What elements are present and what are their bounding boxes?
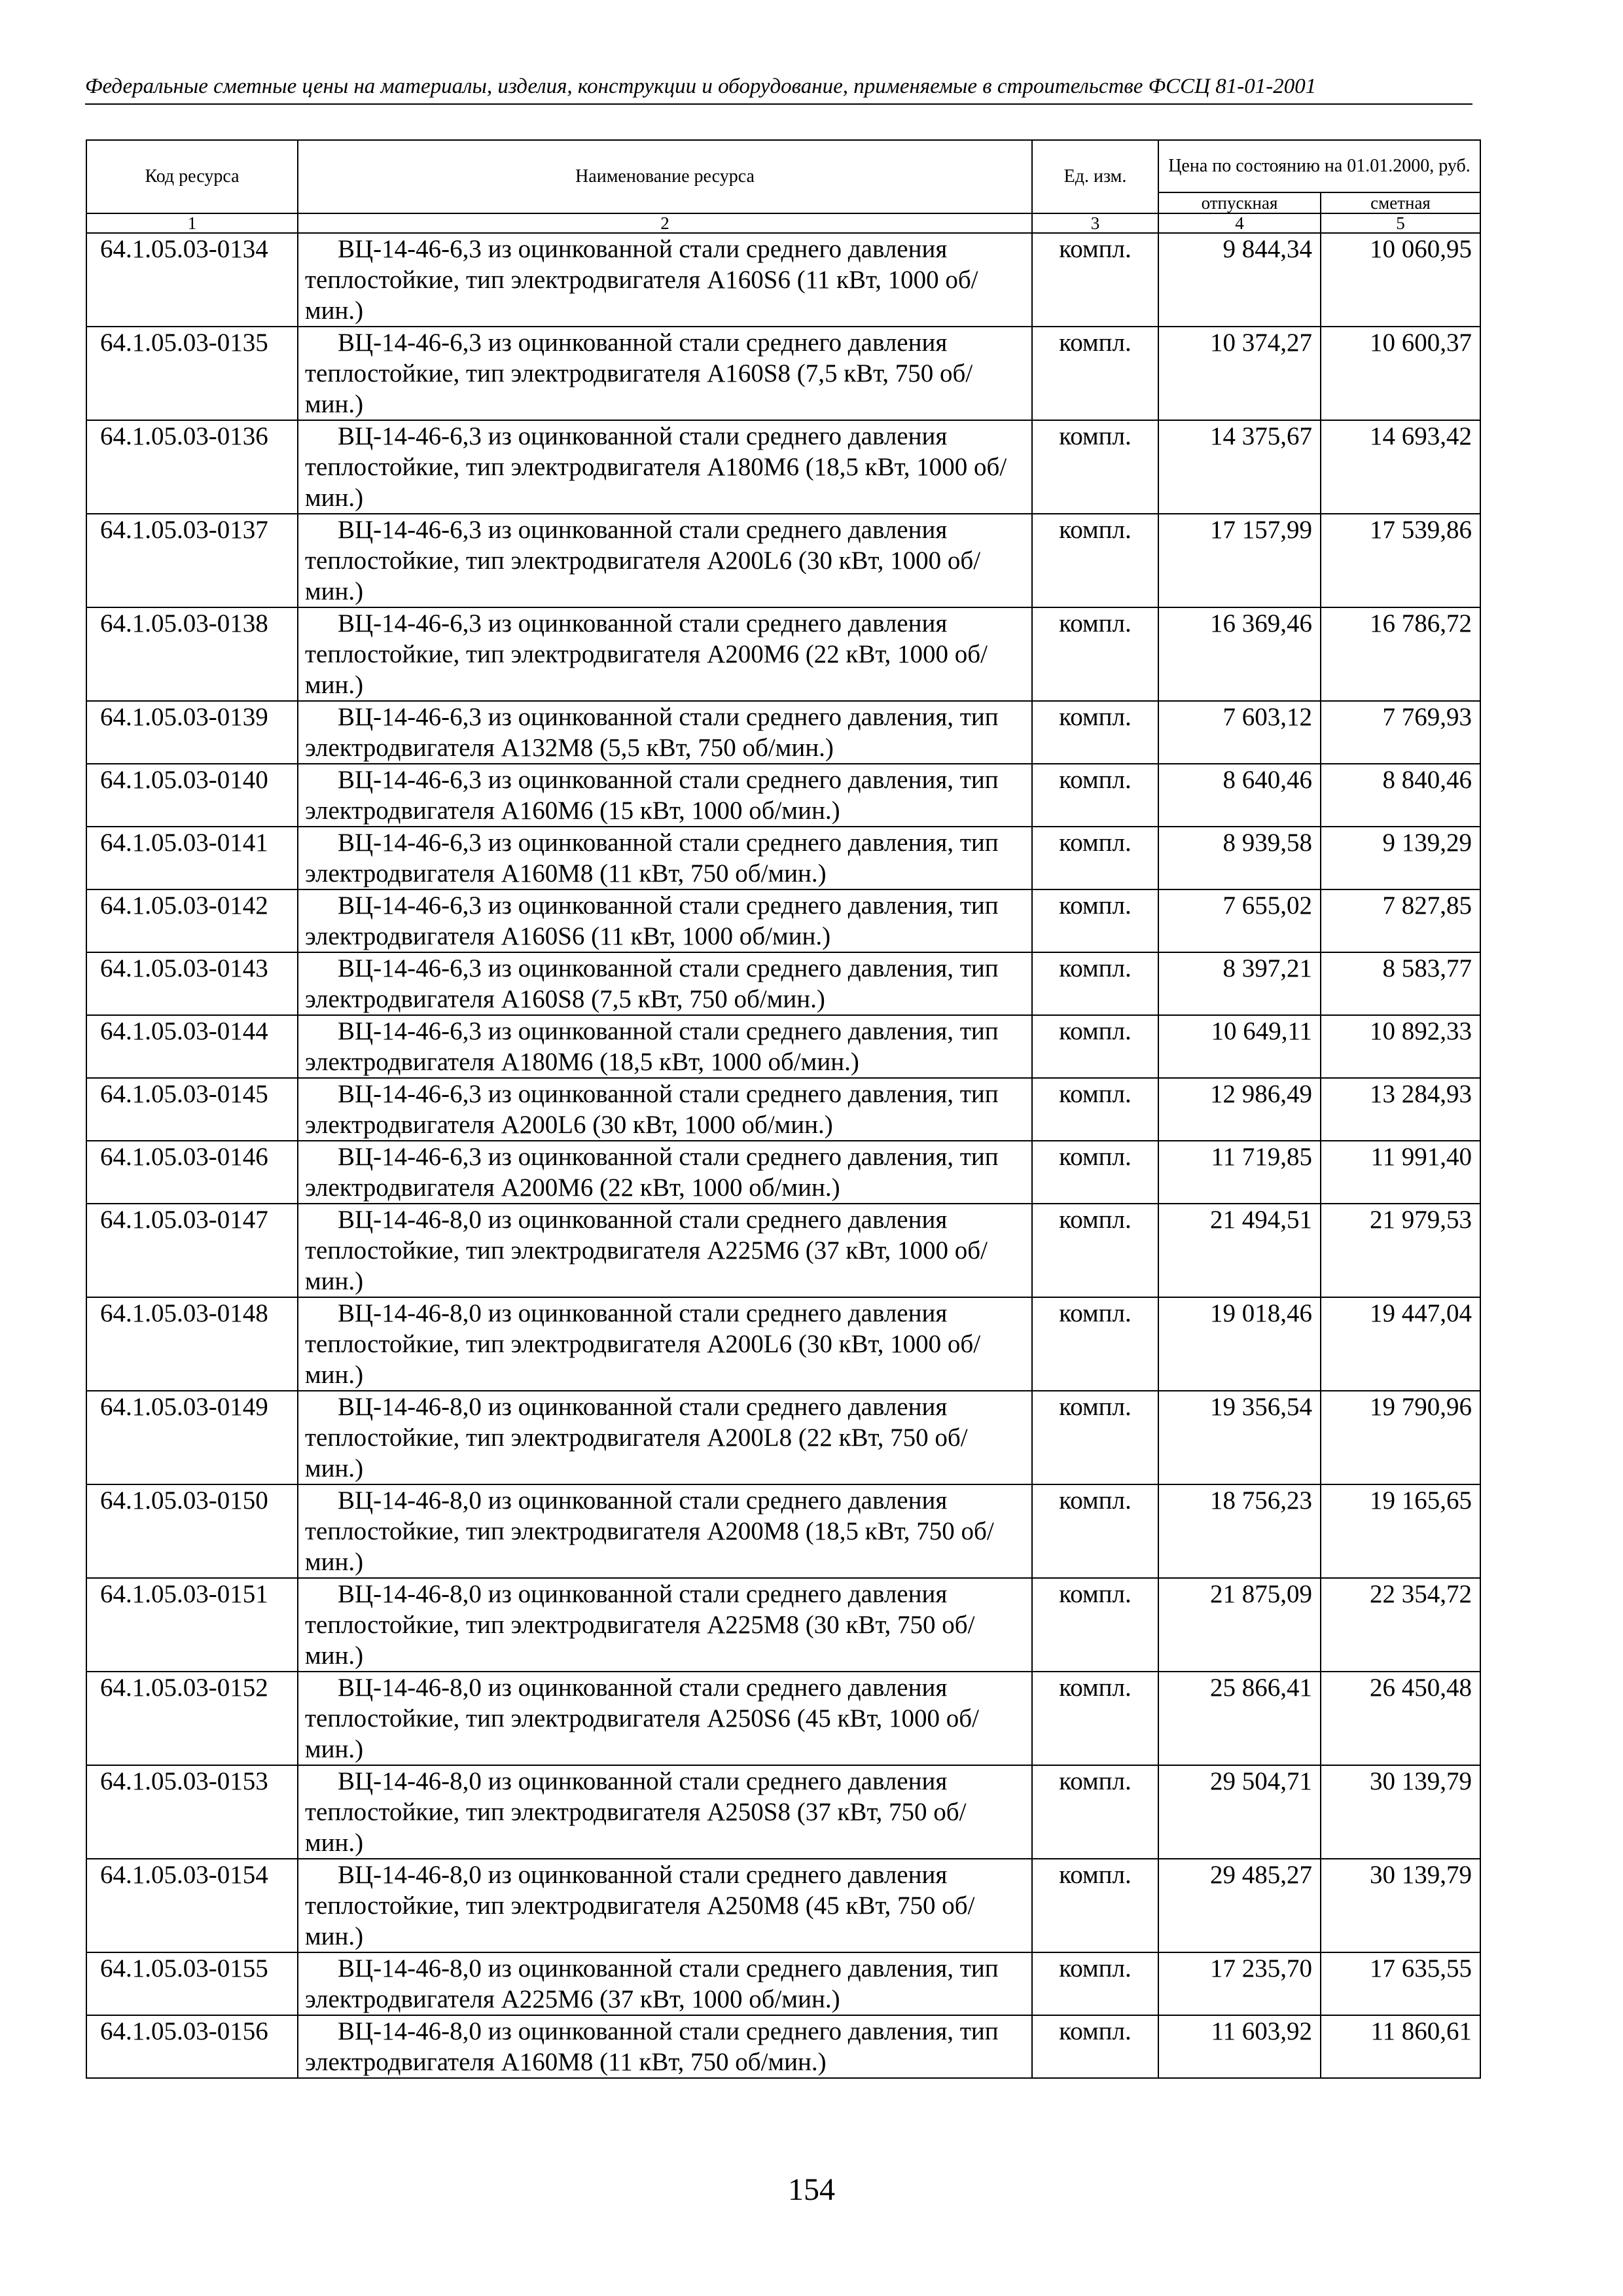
estimate-price: 19 447,04 xyxy=(1321,1297,1480,1391)
table-row xyxy=(86,607,1480,701)
col-number: 3 xyxy=(1032,213,1158,233)
table-row xyxy=(86,701,1480,764)
table-row xyxy=(86,1952,1480,2015)
unit: компл. xyxy=(1032,1952,1158,2015)
unit: компл. xyxy=(1032,1484,1158,1578)
resource-name: ВЦ-14-46-6,3 из оцинкованной стали среднего давления теплостойкие, тип электродвигателя А200L6 (30 кВт, 1000 об/мин.) xyxy=(298,514,1032,607)
unit: компл. xyxy=(1032,1141,1158,1204)
unit: компл. xyxy=(1032,420,1158,514)
release-price: 9 844,34 xyxy=(1158,233,1321,327)
unit: компл. xyxy=(1032,1765,1158,1859)
resource-name: ВЦ-14-46-8,0 из оцинкованной стали среднего давления теплостойкие, тип электродвигателя А200L6 (30 кВт, 1000 об/мин.) xyxy=(298,1297,1032,1391)
col-header-code: Код ресурса xyxy=(86,140,298,213)
estimate-price: 14 693,42 xyxy=(1321,420,1480,514)
resource-name: ВЦ-14-46-6,3 из оцинкованной стали среднего давления теплостойкие, тип электродвигателя А200М6 (22 кВт, 1000 об/мин.) xyxy=(298,607,1032,701)
estimate-price: 7 769,93 xyxy=(1321,701,1480,764)
table-row xyxy=(86,1672,1480,1765)
table-row xyxy=(86,1141,1480,1204)
estimate-price: 10 060,95 xyxy=(1321,233,1480,327)
col-header-price-release: отпускная xyxy=(1158,192,1321,213)
resource-name: ВЦ-14-46-6,3 из оцинкованной стали среднего давления, тип электродвигателя А160S6 (11 кВт, 1000 об/мин.) xyxy=(298,889,1032,952)
unit: компл. xyxy=(1032,1297,1158,1391)
release-price: 21 494,51 xyxy=(1158,1204,1321,1297)
resource-name: ВЦ-14-46-8,0 из оцинкованной стали среднего давления теплостойкие, тип электродвигателя А250S6 (45 кВт, 1000 об/мин.) xyxy=(298,1672,1032,1765)
estimate-price: 21 979,53 xyxy=(1321,1204,1480,1297)
estimate-price: 8 583,77 xyxy=(1321,952,1480,1015)
header-rule xyxy=(85,103,1472,105)
release-price: 16 369,46 xyxy=(1158,607,1321,701)
resource-name: ВЦ-14-46-6,3 из оцинкованной стали среднего давления, тип электродвигателя А132М8 (5,5 кВт, 750 об/мин.) xyxy=(298,701,1032,764)
page-number: 154 xyxy=(788,2172,835,2207)
release-price: 29 485,27 xyxy=(1158,1859,1321,1952)
estimate-price: 19 165,65 xyxy=(1321,1484,1480,1578)
release-price: 18 756,23 xyxy=(1158,1484,1321,1578)
release-price: 12 986,49 xyxy=(1158,1078,1321,1141)
table-row xyxy=(86,1391,1480,1484)
release-price: 21 875,09 xyxy=(1158,1578,1321,1672)
resource-code: 64.1.05.03-0152 xyxy=(86,1672,298,1765)
resource-name: ВЦ-14-46-6,3 из оцинкованной стали среднего давления, тип электродвигателя А160S8 (7,5 кВт, 750 об/мин.) xyxy=(298,952,1032,1015)
resource-code: 64.1.05.03-0155 xyxy=(86,1952,298,2015)
unit: компл. xyxy=(1032,1391,1158,1484)
resource-code: 64.1.05.03-0135 xyxy=(86,327,298,420)
release-price: 14 375,67 xyxy=(1158,420,1321,514)
estimate-price: 19 790,96 xyxy=(1321,1391,1480,1484)
table-row xyxy=(86,764,1480,827)
resource-name: ВЦ-14-46-6,3 из оцинкованной стали среднего давления, тип электродвигателя А200М6 (22 кВт, 1000 об/мин.) xyxy=(298,1141,1032,1204)
col-header-price: Цена по состоянию на 01.01.2000, руб. xyxy=(1158,140,1480,192)
release-price: 8 397,21 xyxy=(1158,952,1321,1015)
resource-name: ВЦ-14-46-8,0 из оцинкованной стали среднего давления теплостойкие, тип электродвигателя А250М8 (45 кВт, 750 об/мин.) xyxy=(298,1859,1032,1952)
col-number: 5 xyxy=(1321,213,1480,233)
estimate-price: 17 539,86 xyxy=(1321,514,1480,607)
resource-name: ВЦ-14-46-8,0 из оцинкованной стали среднего давления теплостойкие, тип электродвигателя А225М8 (30 кВт, 750 об/мин.) xyxy=(298,1578,1032,1672)
table-row xyxy=(86,889,1480,952)
resource-code: 64.1.05.03-0144 xyxy=(86,1015,298,1078)
resource-name: ВЦ-14-46-8,0 из оцинкованной стали среднего давления, тип электродвигателя А225М6 (37 кВт, 1000 об/мин.) xyxy=(298,1952,1032,2015)
estimate-price: 13 284,93 xyxy=(1321,1078,1480,1141)
col-number: 1 xyxy=(86,213,298,233)
table-row xyxy=(86,1204,1480,1297)
unit: компл. xyxy=(1032,1672,1158,1765)
release-price: 19 018,46 xyxy=(1158,1297,1321,1391)
resource-name: ВЦ-14-46-6,3 из оцинкованной стали среднего давления, тип электродвигателя А180М6 (18,5 кВт, 1000 об/мин.) xyxy=(298,1015,1032,1078)
resource-code: 64.1.05.03-0143 xyxy=(86,952,298,1015)
resource-code: 64.1.05.03-0145 xyxy=(86,1078,298,1141)
resource-code: 64.1.05.03-0151 xyxy=(86,1578,298,1672)
estimate-price: 11 860,61 xyxy=(1321,2015,1480,2078)
estimate-price: 11 991,40 xyxy=(1321,1141,1480,1204)
resource-code: 64.1.05.03-0149 xyxy=(86,1391,298,1484)
release-price: 8 640,46 xyxy=(1158,764,1321,827)
resource-name: ВЦ-14-46-8,0 из оцинкованной стали среднего давления теплостойкие, тип электродвигателя А225М6 (37 кВт, 1000 об/мин.) xyxy=(298,1204,1032,1297)
table-row xyxy=(86,1297,1480,1391)
estimate-price: 26 450,48 xyxy=(1321,1672,1480,1765)
unit: компл. xyxy=(1032,1578,1158,1672)
col-header-price-estimate: сметная xyxy=(1321,192,1480,213)
estimate-price: 17 635,55 xyxy=(1321,1952,1480,2015)
price-table xyxy=(86,139,1481,2079)
unit: компл. xyxy=(1032,701,1158,764)
resource-code: 64.1.05.03-0136 xyxy=(86,420,298,514)
resource-name: ВЦ-14-46-8,0 из оцинкованной стали среднего давления теплостойкие, тип электродвигателя А200М8 (18,5 кВт, 750 об/мин.) xyxy=(298,1484,1032,1578)
resource-name: ВЦ-14-46-6,3 из оцинкованной стали среднего давления теплостойкие, тип электродвигателя А160S6 (11 кВт, 1000 об/мин.) xyxy=(298,233,1032,327)
resource-code: 64.1.05.03-0150 xyxy=(86,1484,298,1578)
resource-code: 64.1.05.03-0134 xyxy=(86,233,298,327)
resource-code: 64.1.05.03-0141 xyxy=(86,827,298,889)
release-price: 8 939,58 xyxy=(1158,827,1321,889)
table-row xyxy=(86,827,1480,889)
resource-code: 64.1.05.03-0156 xyxy=(86,2015,298,2078)
estimate-price: 30 139,79 xyxy=(1321,1859,1480,1952)
unit: компл. xyxy=(1032,952,1158,1015)
unit: компл. xyxy=(1032,514,1158,607)
table-row xyxy=(86,1578,1480,1672)
table-row xyxy=(86,2015,1480,2078)
release-price: 10 649,11 xyxy=(1158,1015,1321,1078)
resource-name: ВЦ-14-46-6,3 из оцинкованной стали среднего давления, тип электродвигателя А160М8 (11 кВт, 750 об/мин.) xyxy=(298,827,1032,889)
table-row xyxy=(86,1078,1480,1141)
unit: компл. xyxy=(1032,889,1158,952)
resource-name: ВЦ-14-46-6,3 из оцинкованной стали среднего давления, тип электродвигателя А200L6 (30 кВт, 1000 об/мин.) xyxy=(298,1078,1032,1141)
unit: компл. xyxy=(1032,327,1158,420)
table-row xyxy=(86,1015,1480,1078)
unit: компл. xyxy=(1032,1859,1158,1952)
unit: компл. xyxy=(1032,1204,1158,1297)
release-price: 10 374,27 xyxy=(1158,327,1321,420)
resource-code: 64.1.05.03-0154 xyxy=(86,1859,298,1952)
resource-code: 64.1.05.03-0140 xyxy=(86,764,298,827)
resource-code: 64.1.05.03-0137 xyxy=(86,514,298,607)
col-number: 4 xyxy=(1158,213,1321,233)
unit: компл. xyxy=(1032,1078,1158,1141)
estimate-price: 10 892,33 xyxy=(1321,1015,1480,1078)
unit: компл. xyxy=(1032,607,1158,701)
unit: компл. xyxy=(1032,233,1158,327)
resource-code: 64.1.05.03-0138 xyxy=(86,607,298,701)
estimate-price: 8 840,46 xyxy=(1321,764,1480,827)
release-price: 7 655,02 xyxy=(1158,889,1321,952)
resource-name: ВЦ-14-46-6,3 из оцинкованной стали среднего давления теплостойкие, тип электродвигателя А160S8 (7,5 кВт, 750 об/мин.) xyxy=(298,327,1032,420)
running-header: Федеральные сметные цены на материалы, изделия, конструкции и оборудование, применяемые в строительстве ФССЦ 81-01-2001 xyxy=(85,75,1317,98)
unit: компл. xyxy=(1032,2015,1158,2078)
table-row xyxy=(86,233,1480,327)
release-price: 17 157,99 xyxy=(1158,514,1321,607)
unit: компл. xyxy=(1032,827,1158,889)
col-number: 2 xyxy=(298,213,1032,233)
resource-name: ВЦ-14-46-8,0 из оцинкованной стали среднего давления теплостойкие, тип электродвигателя А200L8 (22 кВт, 750 об/мин.) xyxy=(298,1391,1032,1484)
resource-name: ВЦ-14-46-8,0 из оцинкованной стали среднего давления теплостойкие, тип электродвигателя А250S8 (37 кВт, 750 об/мин.) xyxy=(298,1765,1032,1859)
estimate-price: 9 139,29 xyxy=(1321,827,1480,889)
release-price: 25 866,41 xyxy=(1158,1672,1321,1765)
resource-code: 64.1.05.03-0139 xyxy=(86,701,298,764)
table-row xyxy=(86,327,1480,420)
table-row xyxy=(86,1859,1480,1952)
table-row xyxy=(86,514,1480,607)
resource-code: 64.1.05.03-0153 xyxy=(86,1765,298,1859)
release-price: 11 719,85 xyxy=(1158,1141,1321,1204)
release-price: 11 603,92 xyxy=(1158,2015,1321,2078)
table-body xyxy=(86,233,1480,2078)
resource-code: 64.1.05.03-0146 xyxy=(86,1141,298,1204)
estimate-price: 7 827,85 xyxy=(1321,889,1480,952)
resource-code: 64.1.05.03-0147 xyxy=(86,1204,298,1297)
estimate-price: 10 600,37 xyxy=(1321,327,1480,420)
resource-name: ВЦ-14-46-6,3 из оцинкованной стали среднего давления теплостойкие, тип электродвигателя А180М6 (18,5 кВт, 1000 об/мин.) xyxy=(298,420,1032,514)
estimate-price: 16 786,72 xyxy=(1321,607,1480,701)
table-row xyxy=(86,1484,1480,1578)
resource-code: 64.1.05.03-0148 xyxy=(86,1297,298,1391)
table-row xyxy=(86,952,1480,1015)
table-row xyxy=(86,420,1480,514)
resource-name: ВЦ-14-46-6,3 из оцинкованной стали среднего давления, тип электродвигателя А160М6 (15 кВт, 1000 об/мин.) xyxy=(298,764,1032,827)
table-row xyxy=(86,1765,1480,1859)
col-header-unit: Ед. изм. xyxy=(1032,140,1158,213)
resource-code: 64.1.05.03-0142 xyxy=(86,889,298,952)
release-price: 29 504,71 xyxy=(1158,1765,1321,1859)
unit: компл. xyxy=(1032,1015,1158,1078)
unit: компл. xyxy=(1032,764,1158,827)
resource-name: ВЦ-14-46-8,0 из оцинкованной стали среднего давления, тип электродвигателя А160М8 (11 кВт, 750 об/мин.) xyxy=(298,2015,1032,2078)
release-price: 19 356,54 xyxy=(1158,1391,1321,1484)
estimate-price: 30 139,79 xyxy=(1321,1765,1480,1859)
col-header-name: Наименование ресурса xyxy=(298,140,1032,213)
release-price: 17 235,70 xyxy=(1158,1952,1321,2015)
estimate-price: 22 354,72 xyxy=(1321,1578,1480,1672)
release-price: 7 603,12 xyxy=(1158,701,1321,764)
